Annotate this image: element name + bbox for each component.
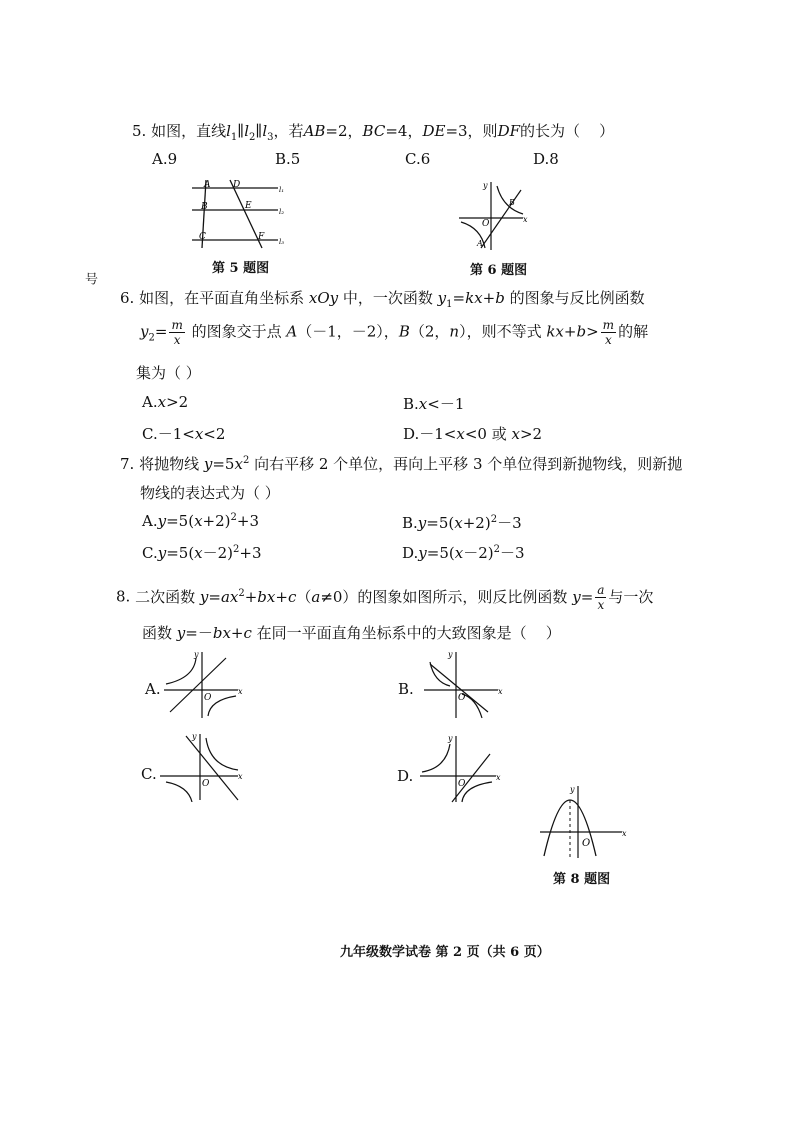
label-o: O <box>482 219 490 229</box>
q8-option-b-graph <box>420 648 510 720</box>
svg-text:y: y <box>194 650 199 659</box>
question-8 <box>116 583 653 612</box>
label-e: E <box>245 201 252 211</box>
q7-option-a: $A.y=5(x+2)^2+3$ <box>142 512 259 530</box>
q7-option-c: $C.y=5(x-2)^2+3$ <box>142 544 262 562</box>
svg-text:y: y <box>448 734 453 743</box>
svg-text:x: x <box>238 772 243 781</box>
figure-6 <box>455 178 535 253</box>
label-f: F <box>258 232 265 242</box>
fig5-caption: 第 5 题图 <box>212 261 270 276</box>
svg-text:x: x <box>498 687 503 696</box>
q8-option-c-label: C. <box>141 765 157 783</box>
fig8-caption: 第 8 题图 <box>553 872 611 887</box>
label-b: B <box>509 198 515 207</box>
svg-text:O: O <box>458 779 466 789</box>
hyperbola-q4 <box>462 782 492 802</box>
svg-text:y: y <box>570 785 575 794</box>
hyperbola-q3 <box>166 782 192 802</box>
label-b: B <box>201 202 208 212</box>
svg-text:x: x <box>238 687 243 696</box>
q8-option-b-label: B. <box>398 680 414 698</box>
q7-number: 7. <box>120 455 135 473</box>
label-l1: l₁ <box>279 186 285 194</box>
q7-option-b: $B.y=5(x+2)^2-3$ <box>402 514 522 532</box>
svg-text:O: O <box>582 838 591 849</box>
hyperbola-q2 <box>430 662 450 686</box>
question-6 <box>120 287 645 310</box>
q7-line2: 物线的表达式为（ ） <box>140 484 280 502</box>
svg-text:O: O <box>458 693 466 703</box>
q8-option-c-graph <box>158 730 248 802</box>
svg-text:O: O <box>202 779 210 789</box>
label-d: D <box>233 180 241 190</box>
question-7 <box>120 453 682 474</box>
line <box>452 754 490 802</box>
svg-text:O: O <box>204 693 212 703</box>
q5-option-d: D.8 <box>533 150 559 168</box>
q6-number: 6. <box>120 289 135 307</box>
q8-line2: 函数 y=－bx+c 在同一平面直角坐标系中的大致图象是（ ） <box>142 624 561 642</box>
svg-text:y: y <box>448 650 453 659</box>
label-l2: l₂ <box>279 208 285 216</box>
q7-line1: 将抛物线 $y=5x^2$ 向右平移 2 个单位，再向上平移 3 个单位得到新抛物线，则新抛 <box>139 455 683 473</box>
q5-text: 如图，直线$l_1\parallel l_2\parallel l_3$，若AB=2，BC=4，DE=3，则DF的长为（ ） <box>151 122 615 143</box>
svg-text:y: y <box>192 732 197 741</box>
line <box>430 664 488 712</box>
q8-option-a-graph <box>160 648 250 720</box>
q5-option-b: B.5 <box>275 150 301 168</box>
page-footer: 九年级数学试卷 第 2 页（共 6 页） <box>340 945 550 960</box>
q8-line1: 二次函数 $y=ax^2+bx+c(a\ne 0)$的图象如图所示，则反比例函数 y= $\frac{a}{x}$ 与一次 <box>135 583 654 612</box>
label-a: A <box>477 239 483 248</box>
svg-text:x: x <box>496 773 501 782</box>
hyperbola-q1 <box>206 738 238 770</box>
svg-text:x: x <box>622 829 627 838</box>
q8-option-d-label: D. <box>397 767 414 785</box>
q5-number: 5. <box>132 122 147 140</box>
question-5 <box>132 120 614 143</box>
label-l3: l₃ <box>279 238 285 246</box>
q6-line1: 如图，在平面直角坐标系 xOy 中，一次函数 $y_1=kx+b$ 的图象与反比例函数 <box>139 289 645 310</box>
hyperbola-q4 <box>208 696 236 716</box>
label-c: C <box>199 232 206 242</box>
q7-option-d: $D.y=5(x-2)^2-3$ <box>402 544 525 562</box>
q8-option-a-label: A. <box>145 680 161 698</box>
figure-8 <box>536 782 631 862</box>
q5-option-a: A.9 <box>152 150 178 168</box>
q6-option-d: D.－1<x<0 或 x>2 <box>403 425 543 443</box>
q8-option-d-graph <box>416 732 506 804</box>
hyperbola-q2 <box>166 658 196 684</box>
label-x: x <box>523 215 528 224</box>
line <box>170 658 226 712</box>
label-a: A <box>204 180 211 190</box>
q5-option-c: C.6 <box>405 150 431 168</box>
q6-line2: $y_2=$ $\frac{m}{x}$ 的图象交于点 A（－1，－2），B（2，n），则不等式 kx+b> $\frac{m}{x}$ 的解 <box>140 318 649 347</box>
fig6-caption: 第 6 题图 <box>470 263 528 278</box>
q6-option-b: B.x<－1 <box>403 395 465 413</box>
figure-5 <box>190 178 290 250</box>
q6-option-c: C.－1<x<2 <box>142 425 226 443</box>
q6-line3: 集为（ ） <box>136 364 201 382</box>
hyperbola-q2 <box>422 744 450 772</box>
q8-number: 8. <box>116 587 131 606</box>
q6-option-a: A.x>2 <box>142 393 189 411</box>
label-y: y <box>483 181 488 190</box>
margin-mark: 号 <box>82 272 97 285</box>
